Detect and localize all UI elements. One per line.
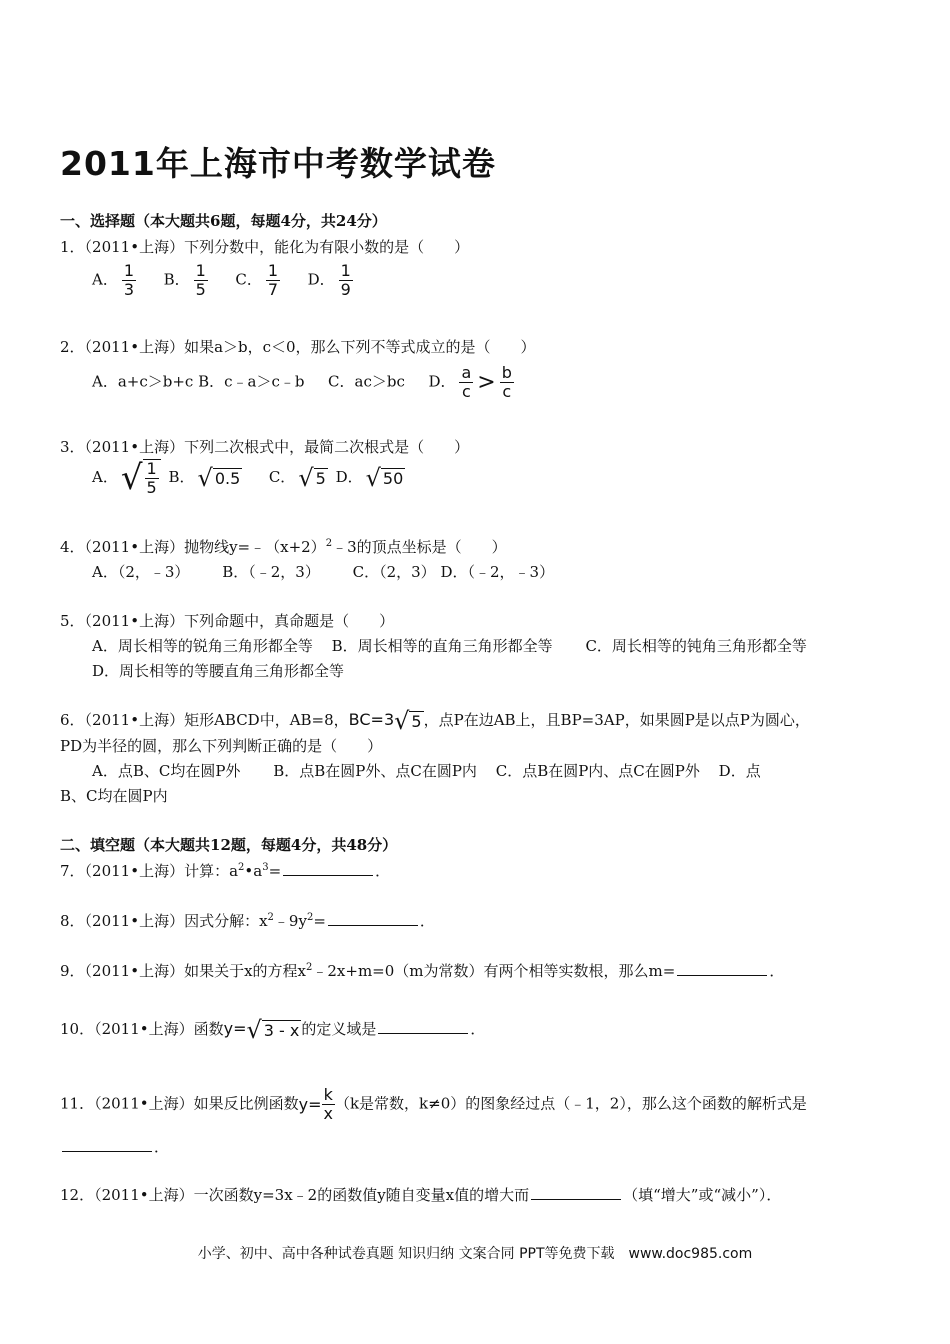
option-label: B． xyxy=(168,468,195,486)
option-label: D． xyxy=(428,372,456,391)
fraction: $\frac{1}{9}$ xyxy=(340,261,351,299)
question-5-option-d: D．周长相等的等腰直角三角形都全等 xyxy=(92,662,345,680)
answer-blank[interactable] xyxy=(283,861,373,876)
question-11-cont: ． xyxy=(60,1136,169,1157)
question-1-options xyxy=(92,262,357,299)
fraction: $\frac{a}{c}$ xyxy=(461,363,472,401)
answer-blank[interactable] xyxy=(378,1019,468,1034)
fraction: $\frac{1}{5}$ xyxy=(195,261,206,299)
question-6-option-d-cont: B、C均在圆P内 xyxy=(60,787,168,805)
question-8: 8．（2011•上海）因式分解：$x^2﹣9y^2=$ ． xyxy=(60,912,435,930)
option-label: C． xyxy=(235,270,262,289)
question-3-stem: 3．（2011•上海）下列二次根式中，最简二次根式是（ ） xyxy=(60,438,470,456)
question-6-options xyxy=(92,760,761,781)
answer-blank[interactable] xyxy=(328,911,418,926)
option-d: D．（﹣2，﹣3） xyxy=(440,563,555,581)
fraction: $\frac{b}{c}$ xyxy=(501,363,512,401)
fraction: $\frac{1}{3}$ xyxy=(123,261,135,299)
greater-than-sign: > xyxy=(477,370,496,395)
option-label: A． xyxy=(92,468,118,486)
question-12: 12．（2011•上海）一次函数y=3x﹣2的函数值y随自变量x值的增大而 （填“增大”或“减小”）． xyxy=(60,1186,782,1204)
option-label: B． xyxy=(163,270,190,289)
question-5-stem: 5．（2011•上海）下列命题中，真命题是（ ） xyxy=(60,612,395,630)
option-c: C．（2，3） xyxy=(352,563,436,581)
question-9: 9．（2011•上海）如果关于x的方程$x^2﹣2x+m=0(m$为常数）有两个相等实数根，那么m= ． xyxy=(60,962,785,980)
option-c: C．ac＞bc xyxy=(328,372,405,391)
option-a: A．周长相等的锐角三角形都全等 xyxy=(92,637,313,655)
radical: √ 0.5 xyxy=(197,464,241,492)
option-c: C．周长相等的钝角三角形都全等 xyxy=(585,637,807,655)
question-2-options xyxy=(92,364,518,401)
answer-blank[interactable] xyxy=(531,1185,621,1200)
question-11: 11．（2011•上海）如果反比例函数y= $\frac{k}{x}$ （k是常数，k≠0）的图象经过点（﹣1，2），那么这个函数的解析式是 xyxy=(60,1085,807,1123)
answer-blank[interactable] xyxy=(677,961,767,976)
option-b: B．周长相等的直角三角形都全等 xyxy=(331,637,553,655)
question-7: 7．（2011•上海）计算：$a^2•a^3=$ ． xyxy=(60,862,391,880)
option-label: D． xyxy=(335,468,363,486)
option-b: B．点B在圆P外、点C在圆P内 xyxy=(273,762,477,780)
option-a: A．a+c＞b+c xyxy=(92,372,194,391)
option-b: B．c﹣a＞c﹣b xyxy=(198,372,305,391)
question-1-stem: 1．（2011•上海）下列分数中，能化为有限小数的是（ ） xyxy=(60,238,470,256)
question-4-stem: 4．（2011•上海）抛物线$y=﹣(x+2)^2﹣3$的顶点坐标是（ ） xyxy=(60,538,507,556)
option-label: D． xyxy=(307,270,335,289)
page-title: 2011年上海市中考数学试卷 xyxy=(60,144,496,183)
question-5-options xyxy=(92,635,807,656)
question-6-stem: 6．（2011•上海）矩形ABCD中，AB=8，BC=3√ 5 ，点P在边AB上，且BP=3AP，如果圆P是以点P为圆心， xyxy=(60,707,810,735)
page-footer: 小学、初中、高中各种试卷真题 知识归纳 文案合同 PPT等免费下载 www.doc985.com xyxy=(197,1246,753,1262)
answer-blank[interactable] xyxy=(62,1137,152,1152)
radical: √ 50 xyxy=(365,464,404,492)
option-b: B．（﹣2，3） xyxy=(222,563,320,581)
question-3-options xyxy=(92,458,408,498)
question-6-stem-line2: PD为半径的圆，那么下列判断正确的是（ ） xyxy=(60,737,383,755)
option-d: D．点 xyxy=(718,762,761,780)
option-a: A．（2，﹣3） xyxy=(92,563,190,581)
question-10: 10．（2011•上海）函数y=√ 3 - x 的定义域是 ． xyxy=(60,1016,486,1044)
radical: √ 5 xyxy=(298,464,326,492)
option-label: C． xyxy=(268,468,296,486)
question-4-options xyxy=(92,561,554,582)
option-label: A． xyxy=(92,270,118,289)
option-c: C．点B在圆P内、点C在圆P外 xyxy=(495,762,700,780)
fraction: $\frac{1}{7}$ xyxy=(267,261,279,299)
question-2-stem: 2．（2011•上海）如果a＞b，c＜0，那么下列不等式成立的是（ ） xyxy=(60,338,536,356)
section-heading-fill: 二、填空题（本大题共12题，每题4分，共48分） xyxy=(60,836,398,854)
radical: √ $\frac{1}{5}$ xyxy=(121,458,161,498)
section-heading-choice: 一、选择题（本大题共6题，每题4分，共24分） xyxy=(60,212,387,230)
option-a: A．点B、C均在圆P外 xyxy=(92,762,241,780)
